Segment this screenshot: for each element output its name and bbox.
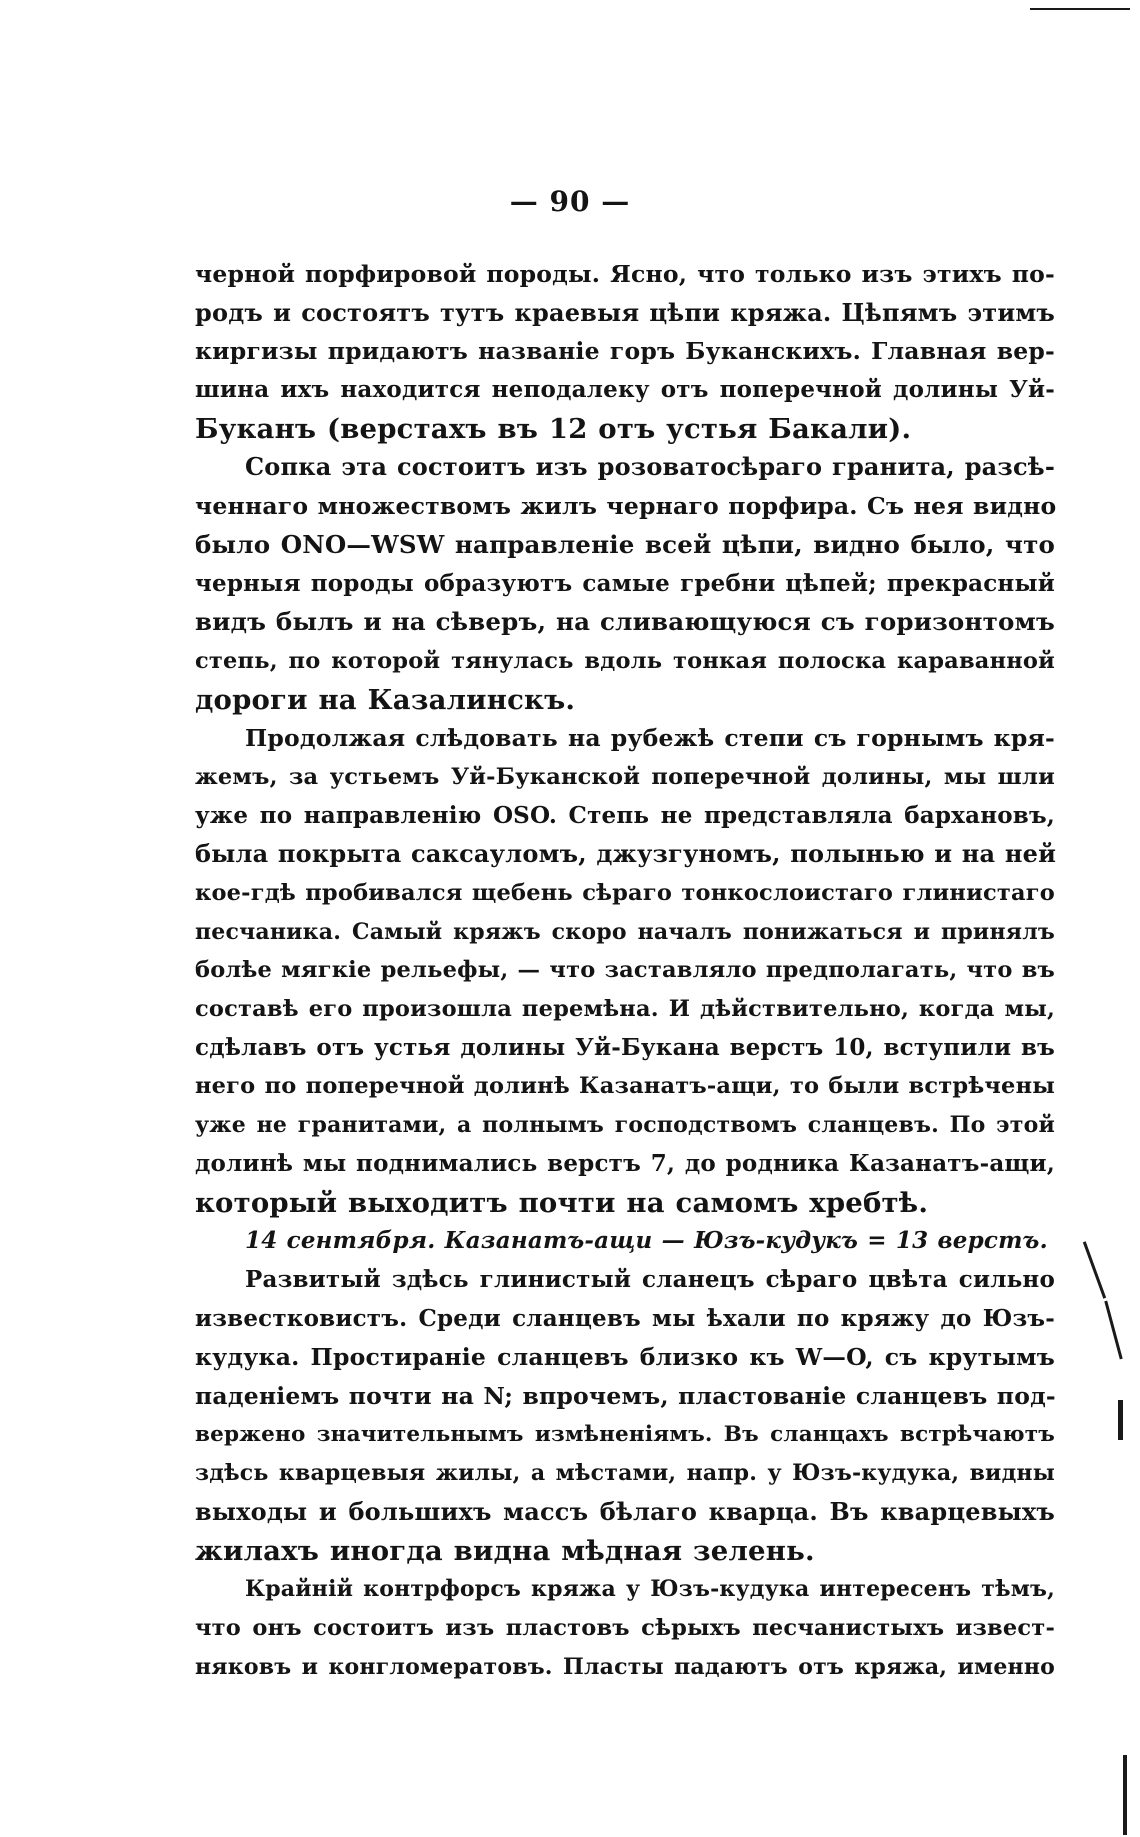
text-line: вержено значительнымъ измѣненіямъ. Въ сланцахъ встрѣчаютъ: [195, 1421, 1055, 1447]
text-line: паденіемъ почти на N; впрочемъ, пластованіе сланцевъ под-: [195, 1381, 1056, 1410]
text-line: Крайній контрфорсъ кряжа у Юзъ-кудука интересенъ тѣмъ,: [245, 1576, 1055, 1603]
text-line: Буканъ (верстахъ въ 12 отъ устья Бакали).: [195, 412, 912, 445]
margin-stroke: [1104, 1301, 1122, 1360]
text-line: степь, по которой тянулась вдоль тонкая полоска караванной: [195, 647, 1055, 674]
text-line: долинѣ мы поднимались верстъ 7, до родника Казанатъ-ащи,: [195, 1149, 1055, 1177]
text-line: уже не гранитами, а полнымъ господствомъ сланцевъ. По этой: [195, 1112, 1055, 1139]
text-line: него по поперечной долинѣ Казанатъ-ащи, то были встрѣчены: [195, 1073, 1055, 1100]
body-text: [195, 255, 1055, 1686]
text-line: известковистъ. Среди сланцевъ мы ѣхали по кряжу до Юзъ-: [195, 1304, 1055, 1332]
margin-stroke: [1123, 1755, 1127, 1835]
text-line: который выходитъ почти на самомъ хребтѣ.: [195, 1186, 929, 1219]
margin-stroke: [1083, 1241, 1106, 1298]
page-number-header: — 90 —: [509, 185, 631, 218]
text-line: здѣсь кварцевыя жилы, а мѣстами, напр. у Юзъ-кудука, видны: [195, 1460, 1055, 1487]
text-line: кудука. Простираніе сланцевъ близко къ W—O, съ крутымъ: [195, 1343, 1055, 1372]
text-line: была покрыта саксауломъ, джузгуномъ, полынью и на ней: [195, 839, 1057, 869]
text-line: видъ былъ и на сѣверъ, на сливающуюся съ горизонтомъ: [195, 607, 1055, 637]
text-line: родъ и состоятъ тутъ краевыя цѣпи кряжа. Цѣпямъ этимъ: [195, 297, 1055, 327]
text-line: дороги на Казалинскъ.: [195, 683, 576, 716]
text-line: киргизы придаютъ названіе горъ Буканскихъ. Главная вер-: [195, 337, 1055, 366]
text-line: Продолжая слѣдовать на рубежѣ степи съ горнымъ кря-: [245, 724, 1055, 753]
text-line: шина ихъ находится неподалеку отъ поперечной долины Уй-: [195, 376, 1055, 404]
text-line: было ONO—WSW направленіе всей цѣпи, видно было, что: [195, 529, 1055, 559]
text-line: 14 сентября. Казанатъ-ащи — Юзъ-кудукъ = 13 верстъ.: [245, 1227, 1048, 1255]
text-line: что онъ состоитъ изъ пластовъ сѣрыхъ песчанистыхъ извест-: [195, 1615, 1055, 1642]
text-line: няковъ и конгломератовъ. Пласты падаютъ отъ кряжа, именно: [195, 1653, 1055, 1680]
text-line: выходы и большихъ массъ бѣлаго кварца. Въ кварцевыхъ: [195, 1497, 1055, 1526]
text-line: сдѣлавъ отъ устья долины Уй-Букана верстъ 10, вступили въ: [195, 1033, 1055, 1061]
text-line: болѣе мягкіе рельефы, — что заставляло предполагать, что въ: [195, 957, 1055, 984]
text-line: черныя породы образуютъ самые гребни цѣпей; прекрасный: [195, 569, 1055, 597]
top-edge-line: [1030, 8, 1130, 10]
text-line: Сопка эта состоитъ изъ розоватосѣраго гранита, разсѣ-: [245, 452, 1055, 482]
text-line: составѣ его произошла перемѣна. И дѣйствительно, когда мы,: [195, 996, 1055, 1023]
text-line: жемъ, за устьемъ Уй-Буканской поперечной долины, мы шли: [195, 763, 1055, 790]
text-line: песчаника. Самый кряжъ скоро началъ понижаться и принялъ: [195, 918, 1055, 945]
text-line: черной порфировой породы. Ясно, что только изъ этихъ по-: [195, 260, 1055, 288]
text-line: ченнаго множествомъ жилъ чернаго порфира. Съ нея видно: [195, 492, 1057, 521]
margin-stroke: [1118, 1400, 1123, 1440]
text-line: жилахъ иногда видна мѣдная зелень.: [195, 1534, 815, 1567]
text-line: Развитый здѣсь глинистый сланецъ сѣраго цвѣта сильно: [245, 1265, 1055, 1293]
text-line: уже по направленію OSO. Степь не представляла бархановъ,: [195, 801, 1055, 829]
text-line: кое-гдѣ пробивался щебень сѣраго тонкослоистаго глинистаго: [195, 880, 1055, 906]
